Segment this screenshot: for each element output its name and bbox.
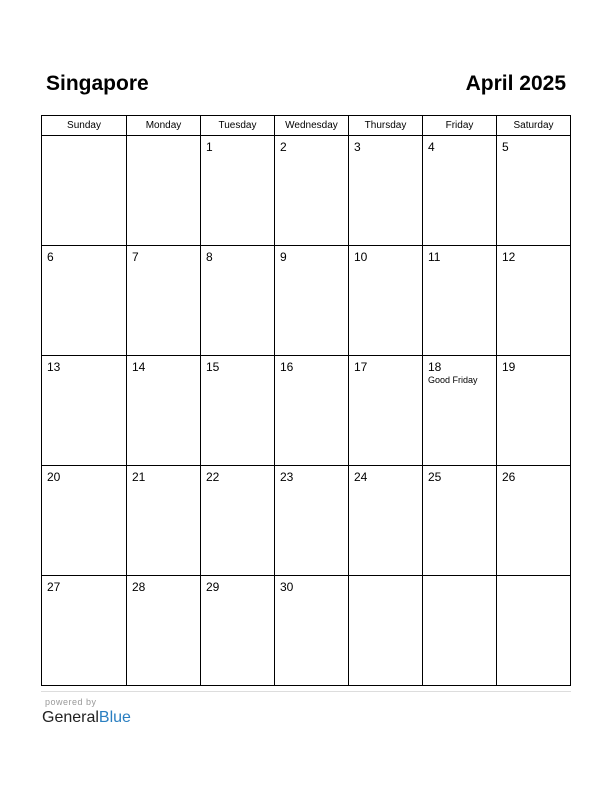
day-cell xyxy=(42,136,127,246)
day-number: 26 xyxy=(502,470,516,484)
day-cell xyxy=(275,136,349,246)
day-cell xyxy=(349,576,423,686)
weekday-header-monday: Monday xyxy=(127,116,201,136)
day-cell xyxy=(275,466,349,576)
day-cell xyxy=(423,466,497,576)
day-number: 10 xyxy=(354,250,368,264)
calendar-month-title: April 2025 xyxy=(465,72,566,95)
day-cell xyxy=(497,136,571,246)
day-cell xyxy=(349,246,423,356)
day-cell xyxy=(497,576,571,686)
day-number: 2 xyxy=(280,140,287,154)
day-cell xyxy=(275,356,349,466)
calendar-country-title: Singapore xyxy=(46,72,149,95)
week-row xyxy=(42,576,571,686)
day-cell xyxy=(42,576,127,686)
weekday-header-thursday: Thursday xyxy=(349,116,423,136)
day-cell xyxy=(497,356,571,466)
day-cell xyxy=(497,246,571,356)
day-cell xyxy=(42,466,127,576)
brand-blue-text: Blue xyxy=(98,709,131,726)
day-number xyxy=(423,576,496,580)
day-number: 25 xyxy=(428,470,442,484)
day-number: 18 xyxy=(428,360,442,374)
day-cell xyxy=(42,246,127,356)
day-number: 7 xyxy=(132,250,139,264)
day-number xyxy=(349,576,422,580)
weekday-header-friday: Friday xyxy=(423,116,497,136)
holiday-label: Good Friday xyxy=(428,375,478,385)
weekday-header-saturday: Saturday xyxy=(497,116,571,136)
day-number: 22 xyxy=(206,470,220,484)
weekday-header-sunday: Sunday xyxy=(42,116,127,136)
day-number: 29 xyxy=(206,580,220,594)
day-number: 11 xyxy=(428,250,441,264)
day-number: 21 xyxy=(132,470,146,484)
day-cell-holiday xyxy=(423,356,497,466)
day-cell xyxy=(42,356,127,466)
day-number: 24 xyxy=(354,470,368,484)
day-cell xyxy=(349,466,423,576)
day-number: 27 xyxy=(47,580,61,594)
day-cell xyxy=(497,466,571,576)
day-number: 16 xyxy=(280,360,294,374)
day-number: 28 xyxy=(132,580,146,594)
week-row xyxy=(42,246,571,356)
day-cell xyxy=(275,246,349,356)
day-number: 1 xyxy=(206,140,213,154)
day-number: 30 xyxy=(280,580,294,594)
day-cell xyxy=(127,356,201,466)
day-number xyxy=(42,136,126,140)
powered-by-text: powered by xyxy=(45,697,97,707)
weekday-header-tuesday: Tuesday xyxy=(201,116,275,136)
day-number: 13 xyxy=(47,360,61,374)
day-cell xyxy=(127,136,201,246)
day-cell xyxy=(349,136,423,246)
day-cell xyxy=(201,576,275,686)
day-number: 4 xyxy=(428,140,435,154)
day-cell xyxy=(349,356,423,466)
day-cell xyxy=(423,576,497,686)
weekday-header-row xyxy=(42,116,571,136)
week-row xyxy=(42,136,571,246)
day-number: 14 xyxy=(132,360,146,374)
day-cell xyxy=(201,356,275,466)
day-number xyxy=(127,136,200,140)
brand-general-text: General xyxy=(42,709,99,726)
week-row xyxy=(42,466,571,576)
month-calendar-grid xyxy=(41,115,571,686)
week-row xyxy=(42,356,571,466)
day-cell xyxy=(127,246,201,356)
weekday-header-wednesday: Wednesday xyxy=(275,116,349,136)
day-number: 9 xyxy=(280,250,287,264)
day-cell xyxy=(275,576,349,686)
day-number: 20 xyxy=(47,470,61,484)
day-number: 5 xyxy=(502,140,509,154)
day-cell xyxy=(201,136,275,246)
day-cell xyxy=(423,136,497,246)
day-number: 8 xyxy=(206,250,213,264)
day-number: 15 xyxy=(206,360,220,374)
day-cell xyxy=(201,246,275,356)
day-cell xyxy=(201,466,275,576)
day-number: 6 xyxy=(47,250,54,264)
generalblue-logo[interactable] xyxy=(42,708,131,728)
day-cell xyxy=(127,466,201,576)
footer-divider xyxy=(41,691,571,692)
day-number: 12 xyxy=(502,250,516,264)
day-number: 17 xyxy=(354,360,368,374)
day-cell xyxy=(127,576,201,686)
day-number: 3 xyxy=(354,140,361,154)
day-cell xyxy=(423,246,497,356)
day-number: 19 xyxy=(502,360,516,374)
day-number xyxy=(497,576,570,580)
day-number: 23 xyxy=(280,470,294,484)
